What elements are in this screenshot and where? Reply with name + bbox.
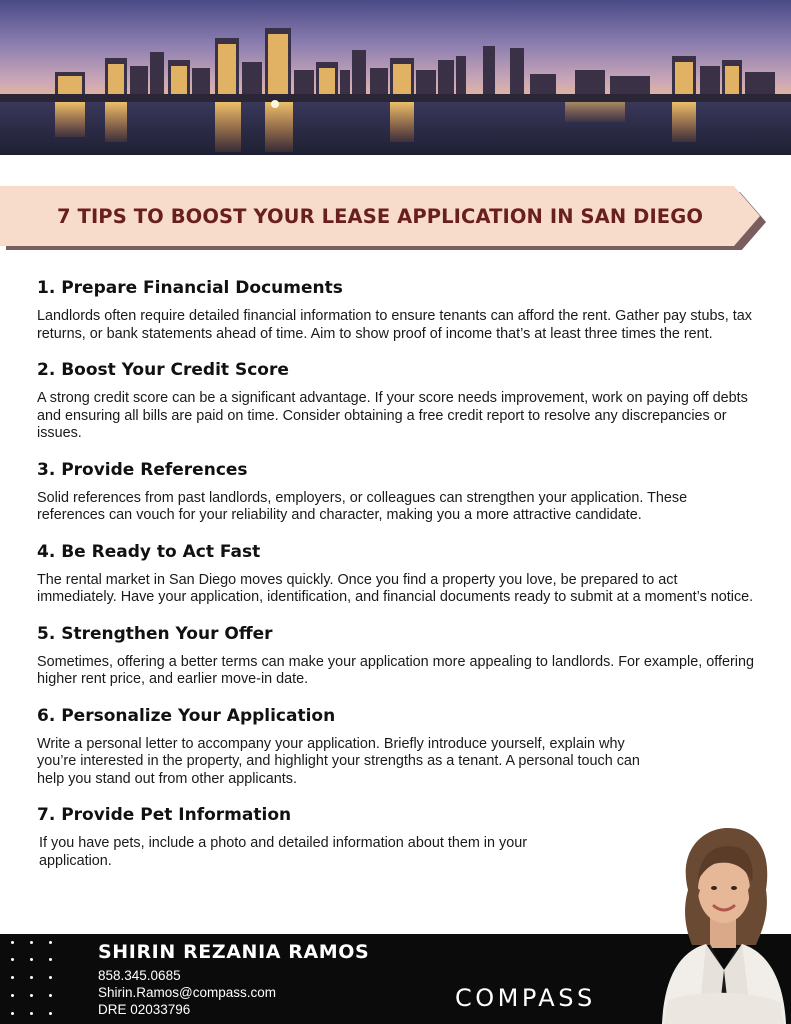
tips-list: [37, 276, 757, 885]
tip-body: A strong credit score can be a significant advantage. If your score needs improvement, work on paying off debts and ensuring all bills are paid on time. Consider obtaining a free credit report to resolve any discrepancies or issues.: [37, 390, 748, 441]
decorative-dots-icon: [8, 938, 58, 1020]
tip-item: [37, 704, 757, 789]
tip-heading: 5. Strengthen Your Offer: [37, 623, 273, 644]
tip-item: [37, 276, 757, 343]
hero-skyline-image: [0, 0, 791, 155]
agent-license: DRE 02033796: [98, 1002, 191, 1017]
tip-heading: 4. Be Ready to Act Fast: [37, 541, 261, 562]
agent-portrait: [648, 820, 791, 1024]
tip-item: [37, 622, 757, 689]
page-title: 7 TIPS TO BOOST YOUR LEASE APPLICATION IN SAN DIEGO: [56, 204, 704, 228]
tip-item: [37, 540, 757, 607]
title-ribbon: [0, 186, 770, 250]
agent-name: SHIRIN REZANIA RAMOS: [98, 941, 370, 963]
tip-body: Solid references from past landlords, employers, or colleagues can strengthen your application. These references can vouch for your reliability and character, making you a more attractive candidate.: [37, 489, 688, 523]
tip-body: Sometimes, offering a better terms can make your application more appealing to landlords. For example, offering higher rent price, and earlier move-in date.: [37, 653, 754, 687]
tip-heading: 3. Provide References: [37, 459, 248, 480]
tip-heading: 2. Boost Your Credit Score: [37, 360, 289, 380]
tip-heading: 6. Personalize Your Application: [37, 705, 336, 726]
tip-heading: 1. Prepare Financial Documents: [37, 278, 343, 298]
tip-body: If you have pets, include a photo and detailed information about them in your application.: [39, 835, 528, 869]
tip-heading: 7. Provide Pet Information: [37, 805, 292, 825]
agent-phone[interactable]: 858.345.0685: [98, 968, 181, 983]
tip-body: The rental market in San Diego moves quickly. Once you find a property you love, be prepared to act immediately. Have your application, identification, and financial documents ready to submit at a moment’s notice.: [37, 571, 754, 605]
tip-item: [37, 458, 757, 525]
agent-email[interactable]: Shirin.Ramos@compass.com: [98, 985, 277, 1000]
city-skyline-photo: [0, 0, 791, 155]
tip-body: Write a personal letter to accompany your application. Briefly introduce yourself, explain why you’re interested in the property, and highlight your strengths as a tenant. A personal touch can help you stand out from other applicants.: [37, 735, 640, 787]
tip-item: [37, 358, 757, 443]
tip-body: Landlords often require detailed financial information to ensure tenants can afford the rent. Gather pay stubs, tax returns, or bank statements ahead of time. Aim to show proof of income that’s at least three times the rent.: [37, 308, 752, 342]
compass-logo: COMPASS: [455, 984, 596, 1012]
agent-portrait-photo: [648, 820, 791, 1024]
